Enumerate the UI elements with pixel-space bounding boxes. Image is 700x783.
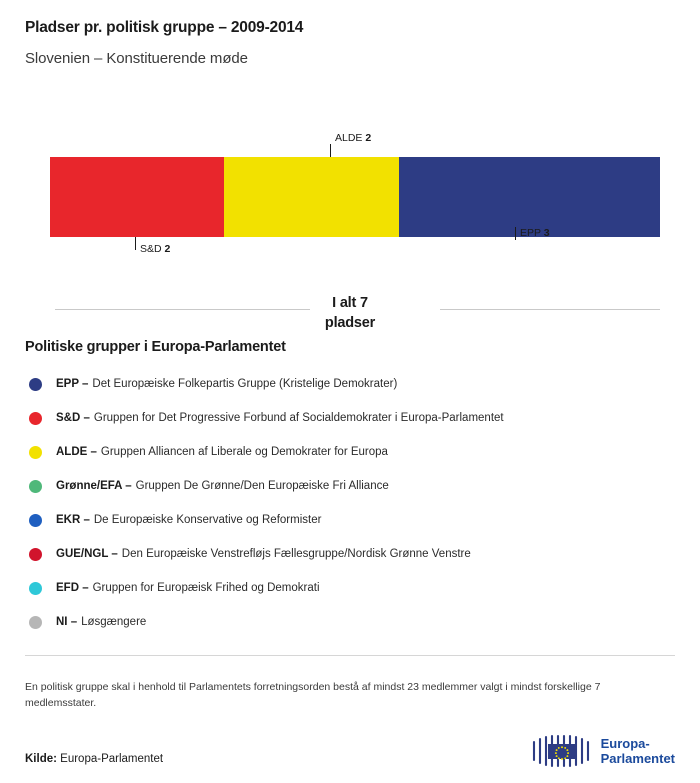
leader-line-alde — [330, 144, 331, 157]
bar-label-sd-abbr: S&D — [140, 243, 162, 255]
legend-dot-icon-epp — [29, 378, 42, 391]
footnote-text: En politisk gruppe skal i henhold til Parlamentets forretningsorden bestå af mindst 23 medlemmer valgt i mindst forskellige 7 medlemsstater. — [25, 680, 601, 709]
logo-text — [601, 736, 675, 766]
legend-item-alde[interactable] — [25, 435, 675, 469]
legend-name-ni: Løsgængere — [81, 616, 147, 628]
legend-name-epp: Det Europæiske Folkepartis Gruppe (Kristelige Demokrater) — [92, 378, 398, 390]
legend-abbr-efd: EFD – — [56, 582, 89, 594]
legend-item-efd[interactable] — [25, 571, 675, 605]
total-seats — [25, 287, 675, 331]
parliament-flag-icon — [531, 731, 593, 771]
legend-name-efd: Gruppen for Europæisk Frihed og Demokrati — [92, 582, 320, 594]
total-seats-text — [25, 293, 675, 333]
legend-name-gue-ngl: Den Europæiske Venstrefløjs Fællesgruppe/Nordisk Grønne Venstre — [121, 548, 471, 560]
legend-name-sd: Gruppen for Det Progressive Forbund af Socialdemokrater i Europa-Parlamentet — [93, 412, 504, 424]
bar-segment-sd[interactable] — [50, 157, 224, 237]
bar-label-sd — [135, 243, 170, 255]
legend-dot-icon-ni — [29, 616, 42, 629]
source-value: Europa-Parlamentet — [60, 753, 164, 765]
bar-segment-alde[interactable] — [224, 157, 398, 237]
legend-name-alde: Gruppen Alliancen af Liberale og Demokrater for Europa — [100, 446, 388, 458]
legend-name-ekr: De Europæiske Konservative og Reformister — [93, 514, 322, 526]
legend-dot-icon-efd — [29, 582, 42, 595]
source-line — [25, 753, 163, 765]
total-seats-line2: pladser — [324, 315, 376, 331]
legend-dot-icon-gue-ngl — [29, 548, 42, 561]
legend-abbr-greens-efa: Grønne/EFA – — [56, 480, 132, 492]
legend-item-gue-ngl[interactable] — [25, 537, 675, 571]
logo-text-line2: Parlamentet — [600, 751, 675, 766]
source-label: Kilde: — [25, 753, 57, 765]
bar-label-alde-abbr: ALDE — [335, 132, 363, 144]
legend-abbr-ni: NI – — [56, 616, 78, 628]
logo-text-line1: Europa- — [600, 736, 650, 751]
bar-label-epp-value: 3 — [543, 227, 550, 239]
legend-dot-icon-ekr — [29, 514, 42, 527]
seat-bar-chart — [25, 132, 675, 255]
bar-label-alde — [330, 132, 371, 144]
legend-abbr-alde: ALDE – — [56, 446, 97, 458]
bar-segment-epp[interactable] — [399, 157, 660, 237]
european-parliament-logo[interactable] — [531, 731, 675, 771]
total-seats-line1: I alt 7 — [332, 295, 368, 311]
bar-label-sd-value: 2 — [164, 243, 171, 255]
legend-item-sd[interactable] — [25, 401, 675, 435]
legend-abbr-sd: S&D – — [56, 412, 90, 424]
legend-item-ekr[interactable] — [25, 503, 675, 537]
bar-label-epp-abbr: EPP — [520, 227, 541, 239]
legend-abbr-ekr: EKR – — [56, 514, 90, 526]
page-subtitle: Slovenien – Konstituerende møde — [25, 50, 248, 67]
legend-dot-icon-alde — [29, 446, 42, 459]
legend-name-greens-efa: Gruppen De Grønne/Den Europæiske Fri Alliance — [135, 480, 389, 492]
stacked-bar — [50, 157, 660, 237]
legend-abbr-gue-ngl: GUE/NGL – — [56, 548, 118, 560]
legend-item-greens-efa[interactable] — [25, 469, 675, 503]
legend-item-epp[interactable] — [25, 367, 675, 401]
bar-label-alde-value: 2 — [365, 132, 372, 144]
legend-abbr-epp: EPP – — [56, 378, 89, 390]
legend-dot-icon-greens-efa — [29, 480, 42, 493]
legend-dot-icon-sd — [29, 412, 42, 425]
legend-title: Politiske grupper i Europa-Parlamentet — [25, 339, 286, 355]
footnote-divider — [25, 655, 675, 656]
legend-item-ni[interactable] — [25, 605, 675, 639]
legend-list — [25, 367, 675, 639]
bar-label-epp — [515, 227, 550, 239]
page-title: Pladser pr. politisk gruppe – 2009-2014 — [25, 19, 304, 36]
